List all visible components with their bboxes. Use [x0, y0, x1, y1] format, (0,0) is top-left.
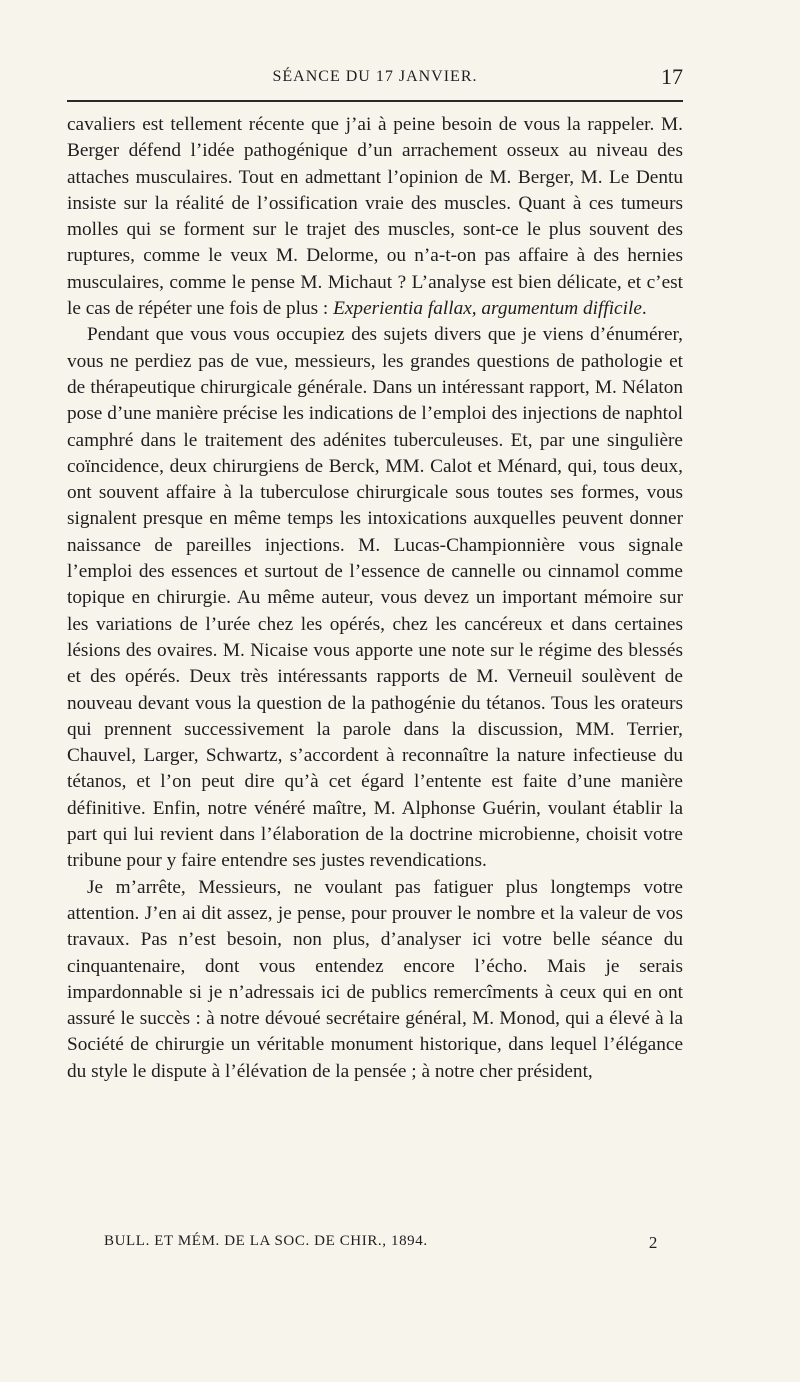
latin-quote: Experientia fallax, argumentum difficile: [333, 298, 642, 320]
running-title: SÉANCE DU 17 JANVIER.: [272, 68, 478, 85]
header-rule: [67, 100, 683, 102]
paragraph-2: Pendant que vous vous occupiez des sujets divers que je viens d’énumérer, vous ne perdiez pas de vue, messieurs, les grandes questions de pathologie et de thérapeutique chirurgicale générale. Dans un intéressant rapport, M. Nélaton pose d’une manière précise les indications de l’emploi des injections de naphtol camphré dans le traitement des adénites tuberculeuses. Et, par une singulière coïncidence, deux chirurgiens de Berck, MM. Calot et Ménard, qui, tous deux, ont souvent affaire à la tuberculose chirurgicale sous toutes ses formes, vous signalent presque en même temps les intoxications auxquelles peuvent donner naissance de pareilles injections. M. Lucas-Championnière vous signale l’emploi des essences et surtout de l’essence de cannelle ou cinnamol comme topique en chirurgie. Au même auteur, vous devez un important mémoire sur les variations de l’urée chez les opérés, chez les cancéreux et dans certaines lésions des ovaires. M. Nicaise vous apporte une note sur le régime des blessés et des opérés. Deux très intéressants rapports de M. Verneuil soulèvent de nouveau devant vous la question de la pathogénie du tétanos. Tous les orateurs qui prennent successivement la parole dans la discussion, MM. Terrier, Chauvel, Larger, Schwartz, s’accordent à reconnaître la nature infectieuse du tétanos, et l’on peut dire qu’à cet égard l’entente est faite d’une manière définitive. Enfin, notre vénéré maître, M. Alphonse Guérin, voulant établir la part qui lui revient dans l’élaboration de la doctrine microbienne, choisit votre tribune pour y faire entendre ses justes revendications.: [67, 324, 683, 872]
paragraph-1-text: cavaliers est tellement récente que j’ai à peine besoin de vous la rappeler. M. Berger défend l’idée pathogénique d’un arrachement osseux au niveau des attaches musculaires. Tout en admettant l’opinion de M. Berger, M. Le Dentu insiste sur la réalité de l’ossification vraie des muscles. Quant à ces tumeurs molles qui se forment sur le trajet des muscles, sont-ce le plus souvent des ruptures, comme le veux M. Delorme, ou n’a-t-on pas affaire à des hernies musculaires, comme le pense M. Michaut ? L’analyse est bien délicate, et c’est le cas de répéter une fois de plus :: [67, 114, 683, 320]
page-number: 17: [661, 64, 683, 89]
body-text: [67, 112, 683, 1085]
paragraph-1: [67, 112, 683, 322]
paragraph-3: Je m’arrête, Messieurs, ne voulant pas fatiguer plus longtemps votre attention. J’en ai dit assez, je pense, pour prouver le nombre et la valeur de vos travaux. Pas n’est besoin, non plus, d’analyser ici votre belle séance du cinquantenaire, dont vous entendez encore l’écho. Mais je serais impardonnable si je n’adressais ici de publics remercîments à ceux qui en ont assuré le succès : à notre dévoué secrétaire général, M. Monod, qui a élevé à la Société de chirurgie un véritable monument historique, dans lequel l’élégance du style le dispute à l’élévation de la pensée ; à notre cher président,: [67, 876, 683, 1082]
paragraph-1-end: .: [641, 298, 647, 320]
signature-mark: 2: [648, 1233, 658, 1252]
page-footer: [104, 1233, 658, 1257]
signature-line: BULL. ET MÉM. DE LA SOC. DE CHIR., 1894.: [104, 1233, 428, 1249]
page-header: [67, 64, 683, 98]
